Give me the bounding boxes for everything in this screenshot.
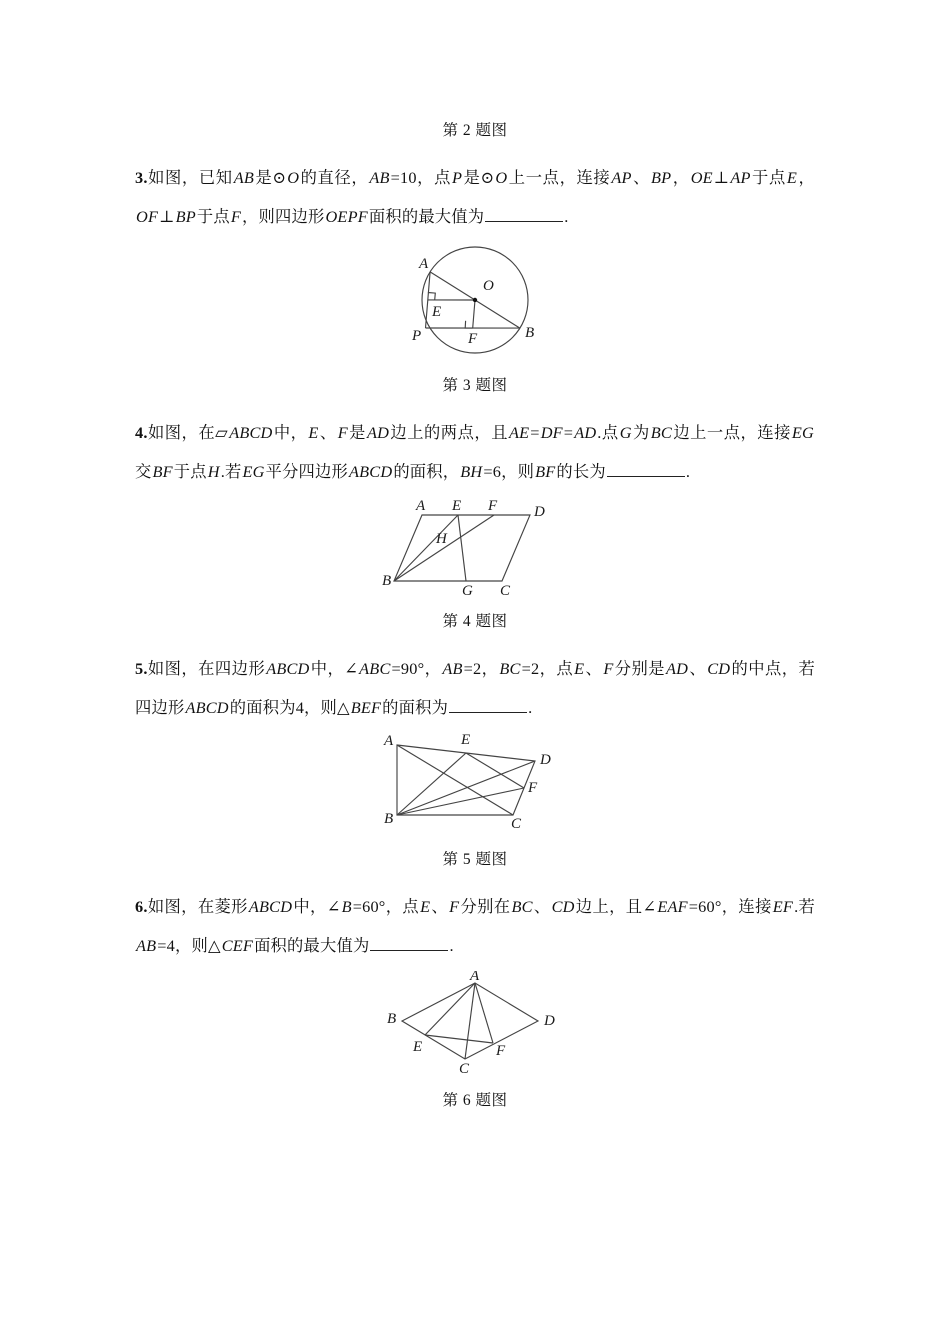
question-text-run: 、 — [533, 897, 551, 916]
question-text-run: 、 — [431, 897, 449, 916]
question-5-text — [135, 649, 815, 727]
figure-parallelogram-q4 — [135, 497, 815, 597]
math-variable: H — [207, 462, 220, 481]
question-text-run: 的长为 — [556, 462, 606, 481]
question-6-text — [135, 887, 815, 965]
question-text-run: .若 — [794, 897, 816, 916]
math-variable: AD — [574, 423, 597, 442]
question-text-run: 中， — [273, 423, 308, 442]
segment-ae — [425, 983, 475, 1035]
label-f: F — [468, 331, 478, 347]
math-variable: BP — [175, 207, 196, 226]
question-text-run: .若 — [220, 462, 242, 481]
segment-be — [397, 753, 466, 815]
math-variable: BC — [511, 897, 533, 916]
question-text-run: =10，点 — [390, 168, 451, 187]
math-variable: BEF — [350, 698, 382, 717]
segment-bf — [397, 788, 524, 815]
question-text-run: 是⊙ — [463, 168, 495, 187]
question-text-run: 的中点，若四边形 — [135, 659, 816, 717]
label-d: D — [544, 1013, 555, 1029]
math-variable: BF — [535, 462, 556, 481]
math-variable: E — [574, 659, 585, 678]
question-text-run: =6，则 — [483, 462, 535, 481]
label-a: A — [419, 256, 429, 272]
answer-blank[interactable] — [607, 463, 685, 477]
question-text-run: =60°，连接 — [688, 897, 772, 916]
label-f: F — [528, 780, 538, 796]
question-number: 6. — [135, 897, 148, 916]
segment-eg — [458, 515, 466, 581]
parallelogram-diagram-svg — [380, 497, 570, 597]
question-text-run: 如图，已知 — [147, 168, 233, 187]
math-variable: ABCD — [229, 423, 273, 442]
question-text-run: = — [563, 423, 574, 442]
segment-ac — [465, 983, 475, 1059]
math-variable: AE — [509, 423, 530, 442]
math-variable: F — [449, 897, 460, 916]
question-text-run: 分别在 — [460, 897, 511, 916]
math-variable: F — [337, 423, 348, 442]
math-variable: AB — [136, 936, 157, 955]
question-text-run: 是⊙ — [255, 168, 287, 187]
math-variable: F — [603, 659, 614, 678]
label-f: F — [496, 1043, 506, 1059]
circle-diagram-svg — [375, 244, 575, 356]
math-variable: ABCD — [349, 462, 393, 481]
point-o-dot — [473, 298, 477, 302]
right-angle-mark-e — [428, 293, 435, 301]
segment-be — [394, 515, 458, 581]
math-variable: O — [495, 168, 508, 187]
question-text-run: ， — [798, 168, 815, 187]
question-text-run: . — [564, 207, 569, 226]
math-variable: OE — [690, 168, 713, 187]
math-variable: AP — [730, 168, 751, 187]
question-text-run: 中，∠ — [293, 897, 341, 916]
question-text-run: =2， — [463, 659, 499, 678]
label-c: C — [459, 1061, 470, 1076]
label-d: D — [534, 504, 545, 520]
question-text-run: . — [528, 698, 533, 717]
figure-caption-4: 第 4 题图 — [442, 613, 508, 630]
label-c: C — [511, 816, 522, 832]
label-e: E — [413, 1039, 423, 1055]
label-b: B — [525, 325, 535, 341]
question-text-run: 面积的最大值为 — [368, 207, 485, 226]
math-variable: ABCD — [185, 698, 229, 717]
question-text-run: 交 — [135, 462, 152, 481]
question-text-run: 分别是 — [614, 659, 666, 678]
math-variable: AB — [233, 168, 254, 187]
quadrilateral-diagram-svg — [375, 733, 575, 833]
label-a: A — [416, 498, 426, 514]
question-text-run: 于点 — [196, 207, 230, 226]
label-b: B — [382, 573, 392, 589]
quadrilateral-abcd — [397, 745, 535, 815]
question-text-run: . — [685, 462, 691, 481]
question-text-run: ，则四边形 — [242, 207, 325, 226]
math-variable: BC — [499, 659, 521, 678]
segment-bd — [397, 761, 535, 815]
math-variable: O — [287, 168, 300, 187]
question-3-text — [135, 158, 815, 236]
math-variable: AD — [666, 659, 689, 678]
question-text-run: 的面积为 — [382, 698, 449, 717]
math-variable: AP — [611, 168, 632, 187]
question-text-run: = — [530, 423, 540, 442]
math-variable: AB — [442, 659, 463, 678]
question-text-run: ⊥ — [713, 168, 730, 187]
math-variable: EG — [242, 462, 265, 481]
math-variable: AD — [366, 423, 390, 442]
question-number: 5. — [135, 659, 148, 678]
question-text-run: ⊥ — [159, 207, 175, 226]
question-text-run: . — [449, 936, 454, 955]
question-text-run: =2，点 — [521, 659, 574, 678]
math-variable: E — [786, 168, 798, 187]
math-variable: P — [452, 168, 463, 187]
label-f: F — [488, 498, 498, 514]
question-text-run: 的直径， — [300, 168, 369, 187]
question-text-run: 面积的最大值为 — [254, 936, 370, 955]
math-variable: E — [308, 423, 319, 442]
question-text-run: 边上，且∠ — [575, 897, 657, 916]
answer-blank[interactable] — [485, 208, 563, 222]
question-text-run: 上一点，连接 — [508, 168, 611, 187]
question-text-run: 、 — [632, 168, 651, 187]
label-d: D — [540, 752, 551, 768]
math-variable: F — [230, 207, 242, 226]
figure-caption-2: 第 2 题图 — [442, 122, 508, 139]
page-content — [135, 0, 815, 1110]
figure-rhombus-q6 — [135, 971, 815, 1076]
label-b: B — [384, 811, 394, 827]
question-number: 3. — [135, 168, 148, 187]
math-variable: E — [420, 897, 431, 916]
math-variable: EAF — [657, 897, 688, 916]
label-a: A — [384, 733, 394, 749]
question-text-run: .点 — [597, 423, 619, 442]
math-variable: DF — [540, 423, 563, 442]
math-variable: BC — [650, 423, 672, 442]
figure-quadrilateral-q5 — [135, 733, 815, 833]
math-variable: CEF — [221, 936, 254, 955]
math-variable: G — [619, 423, 632, 442]
question-text-run: =60°，点 — [352, 897, 420, 916]
question-text-run: 如图，在菱形 — [147, 897, 248, 916]
question-text-run: 中，∠ — [310, 659, 359, 678]
math-variable: BP — [651, 168, 672, 187]
math-variable: EG — [791, 423, 815, 442]
question-4-text — [135, 413, 815, 491]
math-variable: EF — [772, 897, 794, 916]
segment-of — [473, 300, 475, 328]
question-text-run: 的面积为4，则△ — [229, 698, 350, 717]
question-text-run: 边上的两点，且 — [390, 423, 508, 442]
label-p: P — [412, 328, 422, 344]
label-c: C — [500, 583, 511, 597]
math-variable: OEPF — [325, 207, 368, 226]
math-variable: ABCD — [248, 897, 293, 916]
label-b: B — [387, 1011, 397, 1027]
figure-caption-5: 第 5 题图 — [442, 851, 508, 868]
question-text-run: 平分四边形 — [265, 462, 349, 481]
question-text-run: =4，则△ — [157, 936, 221, 955]
segment-ac — [397, 745, 513, 815]
question-text-run: ， — [672, 168, 690, 187]
figure-caption-6: 第 6 题图 — [442, 1092, 508, 1109]
question-text-run: 是 — [348, 423, 366, 442]
label-e: E — [452, 498, 462, 514]
right-angle-mark-f — [465, 321, 473, 328]
math-variable: CD — [707, 659, 731, 678]
label-e: E — [432, 304, 442, 320]
segment-ef — [425, 1035, 493, 1043]
question-text-run: 于点 — [751, 168, 786, 187]
question-text-run: 为 — [632, 423, 650, 442]
rhombus-diagram-svg — [380, 971, 570, 1076]
question-text-run: 的面积， — [393, 462, 460, 481]
question-text-run: 、 — [689, 659, 707, 678]
math-variable: OF — [136, 207, 159, 226]
label-h: H — [436, 531, 447, 547]
label-g: G — [462, 583, 473, 597]
math-variable: ABCD — [266, 659, 310, 678]
math-variable: BF — [152, 462, 173, 481]
answer-blank[interactable] — [370, 937, 448, 951]
math-variable: AB — [369, 168, 390, 187]
question-text-run: =90°， — [391, 659, 442, 678]
math-variable: ABC — [359, 659, 391, 678]
label-e: E — [461, 733, 471, 748]
question-text-run: 、 — [319, 423, 337, 442]
figure-caption-3: 第 3 题图 — [442, 377, 508, 394]
math-variable: B — [341, 897, 352, 916]
label-a: A — [470, 971, 480, 984]
math-variable: CD — [551, 897, 575, 916]
question-text-run: 如图，在▱ — [147, 423, 229, 442]
question-text-run: 、 — [585, 659, 603, 678]
label-o: O — [483, 278, 494, 294]
answer-blank[interactable] — [449, 699, 527, 713]
question-text-run: 于点 — [173, 462, 207, 481]
question-text-run: 边上一点，连接 — [673, 423, 791, 442]
question-number: 4. — [135, 423, 148, 442]
figure-circle-q3 — [135, 244, 815, 356]
math-variable: BH — [460, 462, 483, 481]
segment-bf — [394, 515, 494, 581]
question-text-run: 如图，在四边形 — [147, 659, 266, 678]
